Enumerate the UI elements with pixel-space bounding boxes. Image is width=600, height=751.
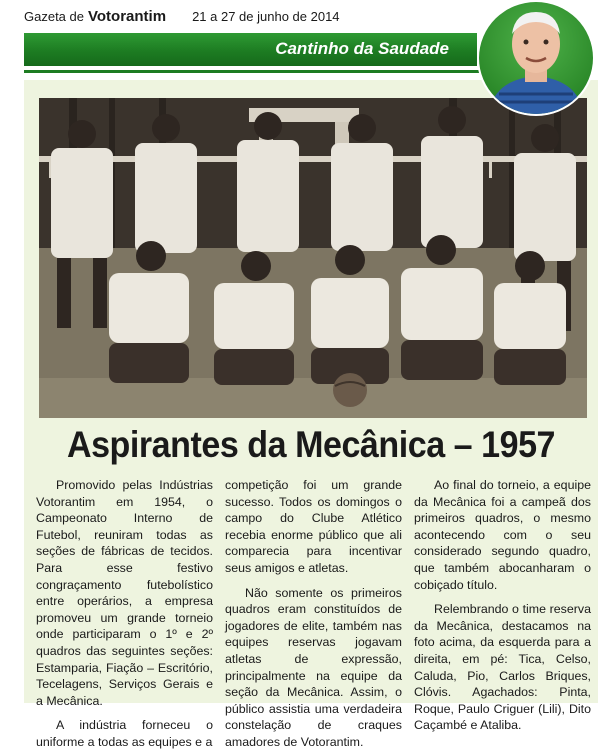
paragraph: competição foi um grande sucesso. Todos os domingos o campo do Clube Atlético recebia enorme público que ali comparecia para incentivar seus amigos e atletas. — [225, 478, 402, 575]
paragraph: Relembrando o time reserva da Mecânica, destacamos na foto acima, da esquerda para a direita, em pé: Tica, Celso, Caluda, Pio, Carlos Briques, Clóvis. Agachados: Pinta, Roque, Paulo Criguer (Lili), Dito Caçambé e Ataliba. — [414, 602, 591, 733]
article-column-2 — [225, 477, 402, 749]
masthead-name: Votorantim — [88, 8, 167, 25]
masthead — [24, 8, 340, 30]
paragraph: Não somente os primeiros quadros eram constituídos de jogadores de elite, também nas equipes reservas jogavam atletas de expressão, principalmente na equipe da seção da Mecânica. Assim, o público assistia uma verdadeira constelação de craques amadores de Votorantim. — [225, 585, 402, 749]
columnist-portrait — [479, 2, 593, 114]
article-body — [36, 477, 592, 749]
issue-date: 21 a 27 de junho de 2014 — [192, 9, 340, 24]
team-photo — [39, 98, 587, 418]
section-title: Cantinho da Saudade — [275, 39, 449, 58]
paragraph: Promovido pelas Indústrias Votorantim em 1954, o Campeonato Interno de Futebol, reuniram todas as seções de fábricas de tecidos. Para esse festivo congraçamento futebolístico entre operários, a empresa promoveu um grande torneio onde participaram o 1º e 2º quadros das seguintes seções: Estamparia, Fiação – Escritório, Tecelagens, Serviços Gerais e a Mecânica. — [36, 478, 213, 708]
columnist-avatar — [477, 0, 595, 116]
article-column-3 — [414, 477, 591, 733]
paragraph: A indústria forneceu o uniforme a todas as equipes e a — [36, 718, 213, 749]
article-column-1 — [36, 477, 213, 749]
masthead-prefix: Gazeta de — [24, 9, 84, 24]
team-photo-illustration — [39, 98, 587, 418]
paragraph: Ao final do torneio, a equipe da Mecânica foi a campeã dos primeiros quadros, o mesmo acontecendo com o seu considerado segundo quadro, que também abocanharam o cobiçado título. — [414, 478, 591, 592]
section-banner — [24, 33, 477, 66]
headline: Aspirantes da Mecânica – 1957 — [66, 424, 556, 465]
